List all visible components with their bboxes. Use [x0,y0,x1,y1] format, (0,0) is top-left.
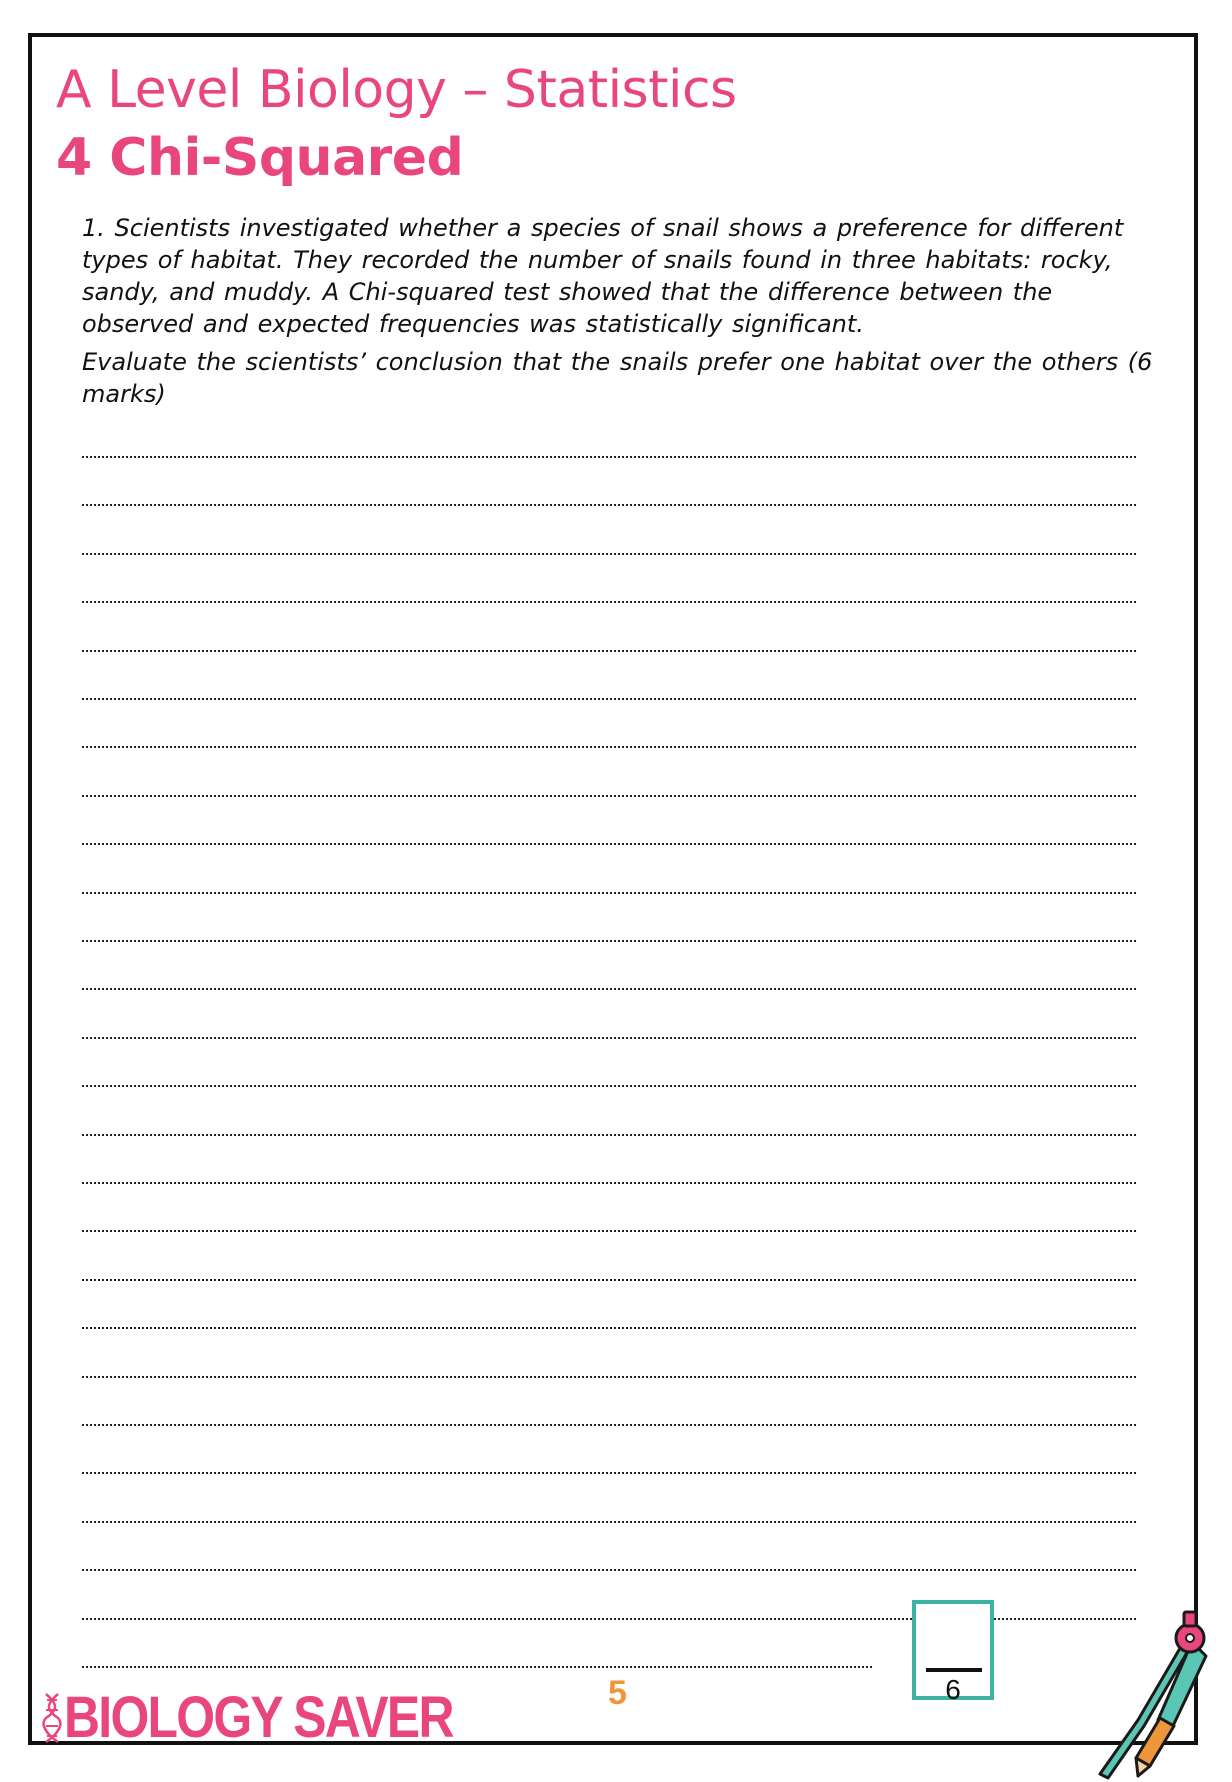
answer-line[interactable] [82,1037,1136,1039]
mark-fraction-bar [926,1668,982,1672]
answer-line[interactable] [82,504,1136,506]
page-number: 5 [608,1674,627,1712]
answer-line[interactable] [82,698,1136,700]
answer-line[interactable] [82,1424,1136,1426]
answer-line[interactable] [82,650,1136,652]
question-text: 1. Scientists investigated whether a species of snail shows a preference for different types of habitat. They recorded the number of snails found in three habitats: rocky, sandy, and muddy. A Chi-squared test showed that the difference between the observed and expected frequencies was statistically significant. [82,214,1124,338]
logo [42,1685,516,1750]
answer-line[interactable] [82,843,1136,845]
answer-line[interactable] [82,1230,1136,1232]
answer-line[interactable] [82,1472,1136,1474]
question-instruction: Evaluate the scientists’ conclusion that the snails prefer one habitat over the others (6 marks) [82,348,1153,408]
answer-line[interactable] [82,1521,1136,1523]
page-title: A Level Biology – Statistics [56,60,737,120]
answer-line[interactable] [82,1085,1136,1087]
compass-pencil-icon [1080,1608,1220,1780]
mark-total: 6 [945,1674,961,1705]
answer-line[interactable] [82,1666,872,1668]
answer-line[interactable] [82,1279,1136,1281]
page-subtitle: 4 Chi-Squared [56,128,464,188]
answer-line[interactable] [82,940,1136,942]
answer-line[interactable] [82,456,1136,458]
answer-line[interactable] [82,988,1136,990]
answer-line[interactable] [82,1182,1136,1184]
answer-line[interactable] [82,553,1136,555]
answer-line[interactable] [82,1569,1136,1571]
answer-line[interactable] [82,795,1136,797]
dna-icon [42,1690,62,1746]
logo-text: BIOLOGY SAVER [64,1685,453,1750]
question-block [82,212,1162,410]
answer-line[interactable] [82,601,1136,603]
answer-line[interactable] [82,1327,1136,1329]
mark-box[interactable] [912,1600,994,1705]
answer-line[interactable] [82,1134,1136,1136]
answer-line[interactable] [82,1376,1136,1378]
answer-line[interactable] [82,892,1136,894]
answer-line[interactable] [82,746,1136,748]
